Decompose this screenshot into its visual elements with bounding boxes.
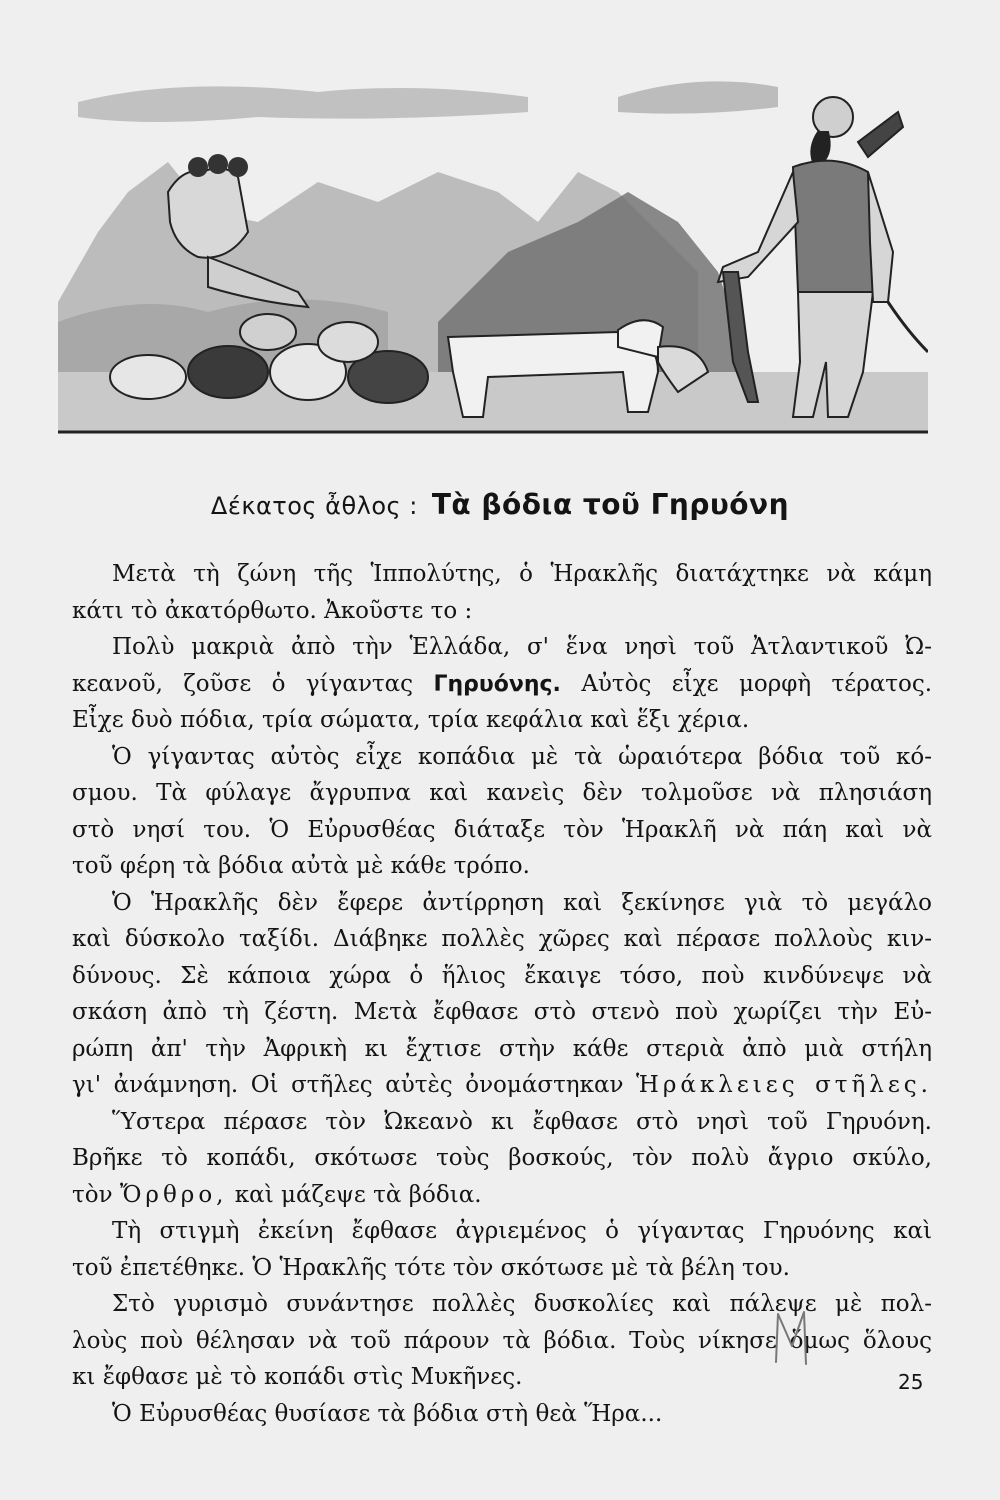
text-fragment: τὸν <box>72 1181 120 1208</box>
text-line: Βρῆκε τὸ κοπάδι, σκότωσε τοὺς βοσκούς, τὸν πολὺ ἄγριο σκύλο, <box>72 1145 932 1171</box>
text-line: σμου. Τὰ φύλαγε ἄγρυπνα καὶ κανεὶς δὲν τολμοῦσε νὰ πλησιάση <box>72 780 932 806</box>
text-line: Ὁ γίγαντας αὐτὸς εἶχε κοπάδια μὲ τὰ ὡραιότερα βόδια τοῦ κό- <box>112 743 932 770</box>
heracles-cattle-illustration-icon <box>58 72 928 447</box>
text-fragment: Αὐτὸς εἶχε μορφὴ τέρατος. <box>560 670 932 697</box>
text-line: Ὁ Ἡρακλῆς δὲν ἔφερε ἀντίρρηση καὶ ξεκίνησε γιὰ τὸ μεγάλο <box>112 889 932 916</box>
chapter-heading <box>0 488 1000 521</box>
text-line <box>72 666 932 703</box>
text-line: Ὕστερα πέρασε τὸν Ὠκεανὸ κι ἔφθασε στὸ νησὶ τοῦ Γηρυόνη. <box>112 1108 932 1135</box>
name-geryon: Γηρυόνης. <box>433 671 561 697</box>
text-fragment: κεανοῦ, ζοῦσε ὁ γίγαντας <box>72 670 434 697</box>
text-line: Τὴ στιγμὴ ἐκείνη ἔφθασε ἀγριεμένος ὁ γίγαντας Γηρυόνης καὶ <box>112 1218 932 1244</box>
text-fragment: γι' ἀνάμνηση. Οἱ στῆλες αὐτὲς ὀνομάστηκαν <box>72 1072 637 1098</box>
text-line: στὸ νησί του. Ὁ Εὐρυσθέας διάταξε τὸν Ἡρακλῆ νὰ πάη καὶ νὰ <box>72 816 932 843</box>
text-line <box>72 1177 932 1214</box>
body-text <box>72 556 932 1432</box>
text-line: Πολὺ μακριὰ ἀπὸ τὴν Ἑλλάδα, σ' ἕνα νησὶ τοῦ Ἀτλαντικοῦ Ὠ- <box>112 634 932 660</box>
text-line <box>72 1067 932 1104</box>
text-line: τοῦ φέρη τὰ βόδια αὐτὰ μὲ κάθε τρόπο. <box>72 853 530 879</box>
text-line: τοῦ ἐπετέθηκε. Ὁ Ἡρακλῆς τότε τὸν σκότωσε μὲ τὰ βέλη του. <box>72 1254 790 1281</box>
text-line: Εἶχε δυὸ πόδια, τρία σώματα, τρία κεφάλια καὶ ἕξι χέρια. <box>72 707 750 733</box>
text-fragment: καὶ μάζεψε τὰ βόδια. <box>227 1181 482 1208</box>
spaced-name-heraclean-pillars: Ἡράκλειες στῆλες. <box>636 1072 932 1098</box>
page-number: 25 <box>898 1370 924 1394</box>
chapter-heading-title: Τὰ βόδια τοῦ Γηρυόνη <box>431 488 790 521</box>
text-line: δύνους. Σὲ κάποια χώρα ὁ ἥλιος ἔκαιγε τόσο, ποὺ κινδύνεψε νὰ <box>72 962 932 989</box>
text-line: σκάση ἀπὸ τὴ ζέστη. Μετὰ ἔφθασε στὸ στενὸ ποὺ χωρίζει τὴν Εὐ- <box>72 999 932 1025</box>
text-line: Ὁ Εὐρυσθέας θυσίασε τὰ βόδια στὴ θεὰ Ἥρα... <box>112 1400 663 1427</box>
text-line: ρώπη ἀπ' τὴν Ἀφρικὴ κι ἔχτισε στὴν κάθε στεριὰ ἀπὸ μιὰ στήλη <box>72 1035 932 1062</box>
text-line: κι ἔφθασε μὲ τὸ κοπάδι στὶς Μυκῆνες. <box>72 1364 523 1390</box>
chapter-heading-prefix: Δέκατος ἆθλος : <box>210 492 418 520</box>
text-line: λοὺς ποὺ θέλησαν νὰ τοῦ πάρουν τὰ βόδια. Τοὺς νίκησε ὅμως ὅλους <box>72 1327 932 1354</box>
text-line: καὶ δύσκολο ταξίδι. Διάβηκε πολλὲς χῶρες καὶ πέρασε πολλοὺς κιν- <box>72 926 932 952</box>
handwritten-m-mark-icon <box>772 1306 812 1366</box>
text-line: Μετὰ τὴ ζώνη τῆς Ἱππολύτης, ὁ Ἡρακλῆς διατάχτηκε νὰ κάμη <box>112 561 932 587</box>
text-line: Στὸ γυρισμὸ συνάντησε πολλὲς δυσκολίες καὶ πάλεψε μὲ πολ- <box>112 1291 932 1317</box>
text-line: κάτι τὸ ἀκατόρθωτο. Ἀκοῦστε το : <box>72 597 473 624</box>
spaced-name-orthros: Ὄρθρο, <box>119 1181 228 1208</box>
